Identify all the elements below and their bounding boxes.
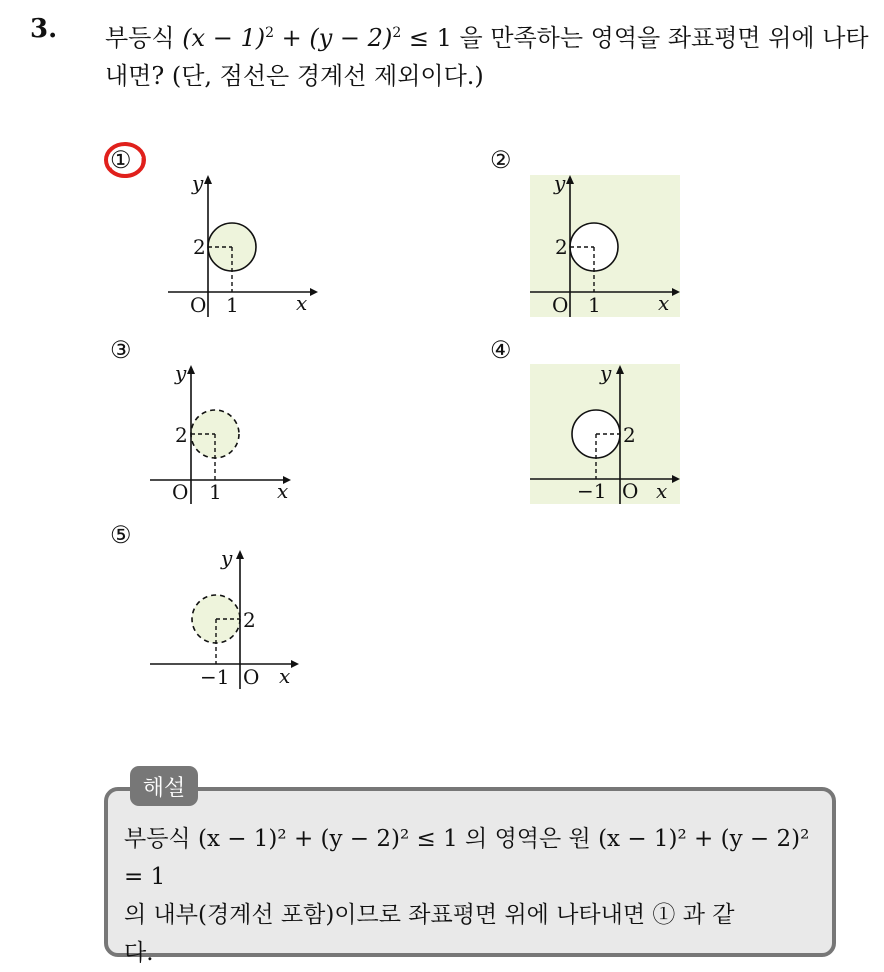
option-3-label[interactable]: ③ [110,336,132,364]
exponent-1: 2 [265,25,275,41]
y-axis-label: y [192,172,204,195]
x-tick-label: 1 [588,293,601,317]
explanation-text [124,820,824,972]
exponent-2: 2 [392,25,402,41]
x-axis-label: x [277,479,289,503]
y-tick-label: 2 [555,235,568,259]
x-axis-label: x [656,479,668,503]
x-axis-label: x [279,664,291,688]
question-text [105,14,875,95]
origin-label: O [243,665,260,689]
question-formula: (x − 1) [182,24,266,52]
explanation-line-1: 부등식 (x − 1)² + (y − 2)² ≤ 1 의 영역은 원 (x − 1)² + (y − 2)² = 1 [124,826,810,890]
graph-option-2 [522,172,682,322]
origin-label: O [552,293,569,317]
option-4-label[interactable]: ④ [490,336,512,364]
graph-option-5 [145,547,305,697]
explanation-line-2: 의 내부(경계선 포함)이므로 좌표평면 위에 나타내면 ① 과 같 [124,902,735,928]
graph-option-1 [160,172,320,322]
y-axis-label: y [175,362,187,385]
option-2-label[interactable]: ② [490,146,512,174]
question-formula-end: ≤ 1 [401,24,452,52]
graph-option-3 [145,362,305,512]
question-number: 3. [30,14,58,44]
x-tick-label: 1 [226,293,239,317]
option-1-label[interactable]: ① [110,146,132,174]
x-tick-label: −1 [200,665,230,689]
y-tick-label: 2 [193,235,206,259]
origin-label: O [190,293,207,317]
y-axis-label: y [600,362,612,385]
y-axis-label: y [554,172,566,195]
origin-label: O [622,479,639,503]
question-suffix: 을 만족하는 영역을 좌표평면 위에 나타내면? (단, 점선은 경계선 제외이다.) [105,24,869,90]
question-prefix: 부등식 [105,24,183,52]
option-5-label[interactable]: ⑤ [110,521,132,549]
y-tick-label: 2 [243,608,256,632]
x-axis-label: x [296,291,308,315]
origin-label: O [172,480,189,504]
graph-option-4 [522,362,682,512]
y-axis-label: y [221,547,233,570]
explanation-line-3: 다. [124,940,154,966]
y-tick-label: 2 [175,423,188,447]
y-tick-label: 2 [623,423,636,447]
question-formula-mid: + (y − 2) [274,24,393,52]
x-tick-label: −1 [577,479,607,503]
x-tick-label: 1 [209,480,222,504]
x-axis-label: x [658,291,670,315]
explanation-tag: 해설 [130,766,198,806]
